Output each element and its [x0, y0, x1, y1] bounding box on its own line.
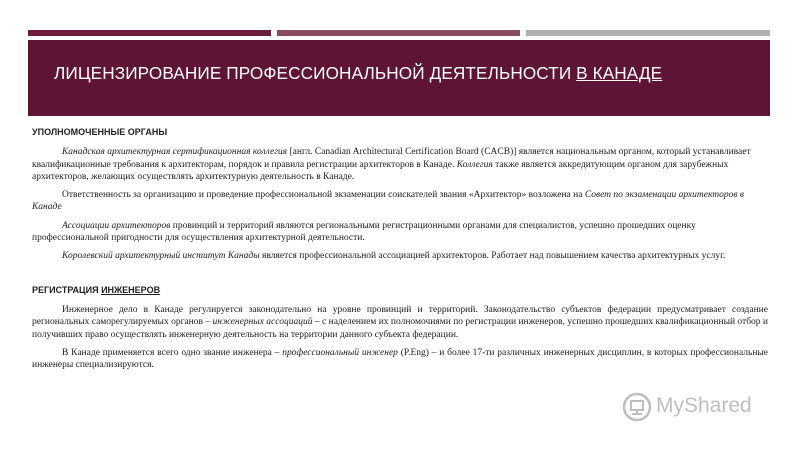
paragraph-engineer-title	[32, 347, 768, 372]
paragraph-cacb	[32, 146, 768, 183]
watermark	[622, 392, 772, 422]
title-banner	[28, 40, 770, 116]
text-italic: Коллегия	[456, 159, 493, 170]
presentation-logo-icon	[622, 392, 652, 422]
text: Инженерное дело в Канаде регулируется законодательно на уровне провинций и территорий. Законодательство субъектов федерации предусматривает создание региональных саморегулируемых органов –	[32, 304, 768, 328]
paragraph-engineering-regulation	[32, 304, 768, 341]
top-bar-gray	[526, 30, 770, 36]
text: также является аккредитующим органом для зарубежных архитекторов, желающих осуществлять архитектурную деятельность в Канаде.	[32, 159, 729, 182]
heading-underlined: ИНЖЕНЕРОВ	[101, 284, 161, 295]
text: Ответственность за организацию и проведение профессиональной экзаменации соискателей звания «Архитектор» возложена на	[62, 190, 585, 201]
top-decorative-bars	[28, 30, 770, 36]
section-spacer	[32, 269, 768, 284]
text-italic: Канадская архитектурная сертификационная коллегия	[62, 147, 288, 158]
text: В Канаде применяется всего одно звание инженера –	[62, 347, 283, 358]
text: – с наделением их полномочиями по регистрации инженеров, успешно прошедших квалификационный отбор и получивших право осуществлять инженерную деятельность на территории данного субъекта федерации.	[32, 317, 768, 340]
title-main: ЛИЦЕНЗИРОВАНИЕ ПРОФЕССИОНАЛЬНОЙ ДЕЯТЕЛЬНОСТИ	[54, 63, 577, 83]
slide-title	[54, 63, 662, 84]
slide-content	[32, 126, 768, 377]
watermark-text: MyShared	[656, 394, 752, 417]
text-italic: Ассоциации архитекторов	[62, 220, 171, 231]
top-bar-dark	[28, 30, 271, 36]
section-heading-authorities: УПОЛНОМОЧЕННЫЕ ОРГАНЫ	[32, 127, 168, 137]
paragraph-associations	[32, 220, 768, 245]
text: является профессиональной ассоциацией архитекторов. Работает над повышением качества архитектурных услуг.	[259, 251, 726, 262]
top-bar-medium	[277, 30, 520, 36]
text-italic: профессиональный инженер	[282, 347, 398, 358]
text: [англ. Canadian Architectural Certification Board (CACB)] является национальным органом, который устанавливает квалификационные требования к архитекторам, порядок и правила регистрации архитекторов в Канаде.	[32, 147, 751, 170]
heading-main: РЕГИСТРАЦИЯ	[32, 284, 102, 295]
paragraph-exam-council	[32, 189, 768, 214]
text-italic: Королевский архитектурный институт Канады	[62, 251, 260, 262]
text: (P.Eng) – и более 17-ти различных инженерных дисциплин, в которых профессиональные инженеры специализируются.	[32, 347, 769, 371]
text: провинций и территорий являются региональными регистрационными органами для специалистов, успешно прошедших оценку профессиональной пригодности для осуществления архитектурной деятельности.	[32, 220, 696, 244]
section-heading-engineers	[32, 284, 768, 296]
text-italic: инженерных ассоциаций	[212, 317, 313, 328]
paragraph-royal-institute	[32, 250, 768, 262]
title-underlined: В КАНАДЕ	[576, 63, 663, 83]
text-italic: Совет по экзаменации архитекторов в Канаде	[32, 190, 745, 213]
